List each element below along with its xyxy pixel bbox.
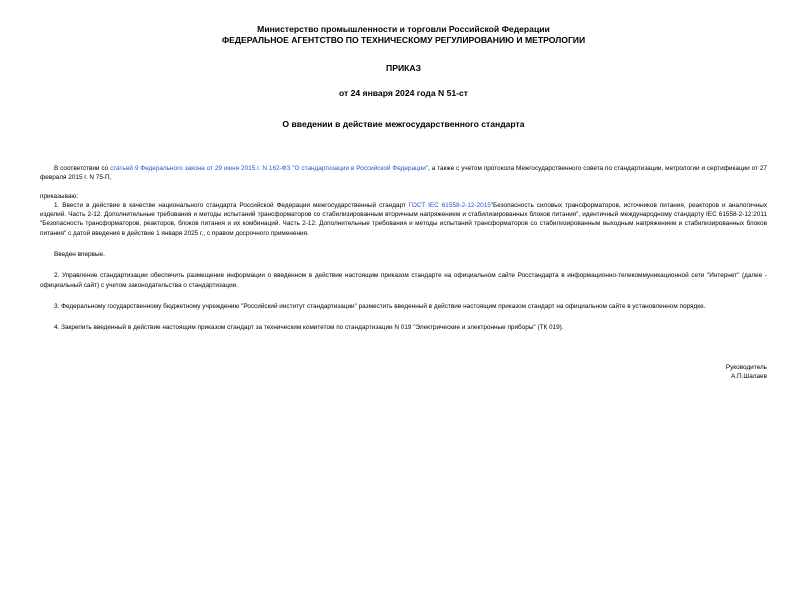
- federal-law-link[interactable]: статьей 9 Федерального закона от 29 июня 2015 г. N 162-ФЗ "О стандартизации в Российской Федерации": [110, 165, 429, 172]
- item-2-paragraph: 2. Управление стандартизации обеспечить размещение информации о введенном в действие настоящим приказом стандарте на официальном сайте Росстандарта в информационно-телекоммуникационной сети "Интернет" (далее - официальный сайт) с учетом законодательства о стандартизации.: [40, 272, 767, 289]
- document-body: [40, 164, 767, 333]
- ministry-name: Министерство промышленности и торговли Российской Федерации: [257, 24, 550, 34]
- item-1-suffix: "Безопасность силовых трансформаторов, источников питания, реакторов и аналогичных изделий. Часть 2-12. Дополнительные требования и методы испытаний трансформаторов со стабилизированным вторичным напряжением и стабилизированных блоков питания", идентичный международному стандарту IEC 61558-2-12:2011 "Безопасность трансформаторов, реакторов, блоков питания и их комбинаций. Часть 2-12. Дополнительные требования и методы испытаний трансформаторов со стабилизированным выходным напряжением и стабилизированных блоков питания" с датой введения в действие 1 января 2025 г., с правом досрочного применения.: [40, 201, 768, 237]
- document-title: О введении в действие межгосударственного стандарта: [282, 119, 525, 129]
- signatory-name: А.П.Шалаев: [730, 372, 767, 380]
- preamble-prefix: В соответствии со: [54, 165, 111, 172]
- item-1-prefix: 1. Ввести в действие в качестве национального стандарта Российской Федерации межгосударственный стандарт: [54, 201, 409, 209]
- document-date-number: от 24 января 2024 года N 51-ст: [338, 88, 468, 98]
- introduced-first-note: Введен впервые.: [54, 251, 105, 259]
- document-type: ПРИКАЗ: [386, 63, 421, 73]
- agency-name: ФЕДЕРАЛЬНОЕ АГЕНТСТВО ПО ТЕХНИЧЕСКОМУ РЕГУЛИРОВАНИЮ И МЕТРОЛОГИИ: [221, 35, 586, 45]
- item-4-paragraph: 4. Закрепить введенный в действие настоящим приказом стандарт за техническим комитетом по стандартизации N 019 "Электрические и электронные приборы" (ТК 019).: [54, 324, 564, 332]
- document-header: [40, 24, 767, 130]
- preamble-suffix: , а также с учетом протокола Межгосударственного совета по стандартизации, метрологии и сертификации от 27 февраля 2015 г. N 75-П,: [40, 165, 767, 182]
- signatory-position: Руководитель: [725, 363, 767, 371]
- preamble-paragraph: [40, 164, 767, 183]
- item-1-paragraph: [40, 201, 767, 238]
- document-page: [0, 24, 807, 595]
- signature-block: [40, 363, 767, 382]
- gost-link[interactable]: ГОСТ IEC 61558-2-12-2015: [408, 201, 491, 209]
- item-3-paragraph: 3. Федеральному государственному бюджетному учреждению "Российский институт стандартизации" разместить введенный в действие настоящим приказом стандарт на официальном сайте в установленном порядке.: [54, 302, 706, 310]
- order-word: приказываю:: [40, 192, 78, 200]
